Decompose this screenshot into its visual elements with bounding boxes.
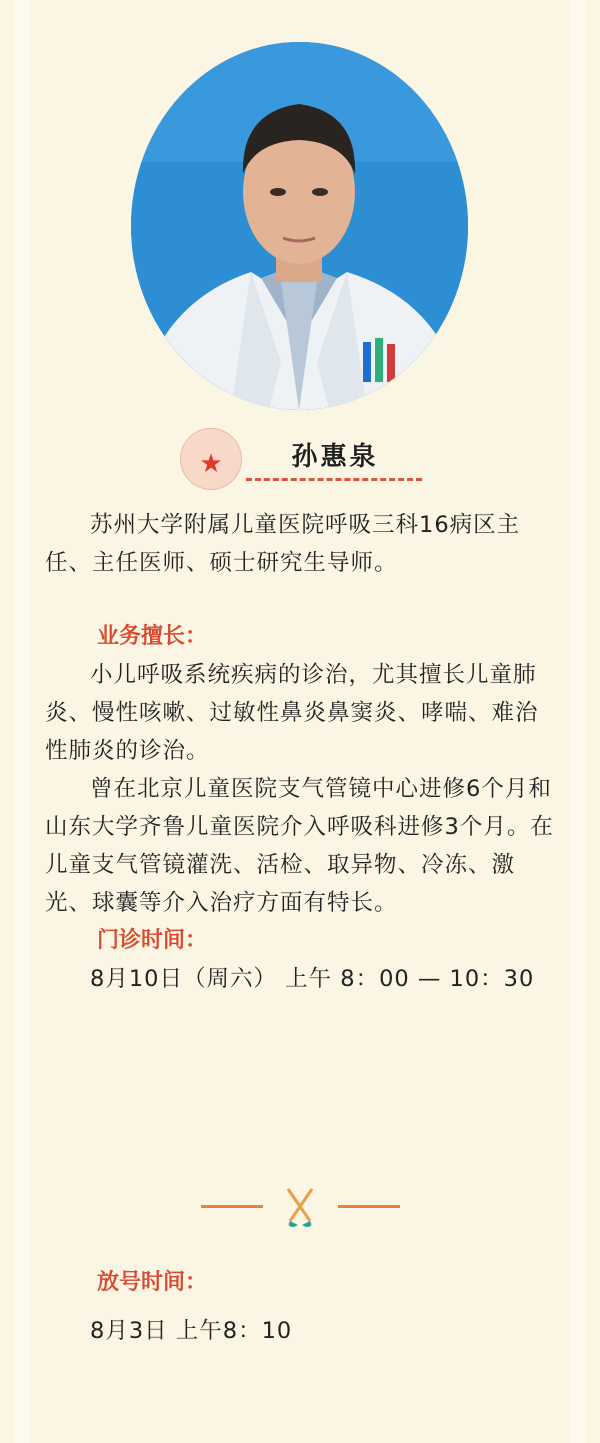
training-paragraph: 曾在北京儿童医院支气管镜中心进修6个月和山东大学齐鲁儿童医院介入呼吸科进修3个月。在儿童支气管镜灌洗、活检、取异物、冷冻、激光、球囊等介入治疗方面有特长。 xyxy=(45,776,554,916)
intro-paragraph: 苏州大学附属儿童医院呼吸三科16病区主任、主任医师、硕士研究生导师。 xyxy=(45,512,521,576)
clinic-time: 8月10日（周六） 上午 8：00 — 10：30 xyxy=(90,966,535,992)
doctor-portrait xyxy=(131,42,468,410)
section-divider xyxy=(0,1183,600,1233)
release-time-title: 放号时间： xyxy=(97,1270,208,1295)
release-section xyxy=(45,1264,560,1350)
release-time: 8月3日 上午8：10 xyxy=(90,1318,293,1344)
doctor-profile xyxy=(45,506,560,998)
star-badge xyxy=(180,428,242,490)
name-underline xyxy=(246,478,422,481)
doctor-name-row xyxy=(0,424,600,494)
doctor-name: 孙惠泉 xyxy=(291,442,379,472)
crossed-clubs-icon xyxy=(280,1185,320,1229)
specialty-title: 业务擅长： xyxy=(97,624,208,649)
divider-line-right xyxy=(338,1205,400,1208)
divider-line-left xyxy=(201,1205,263,1208)
star-icon: ★ xyxy=(199,449,223,479)
clinic-time-title: 门诊时间： xyxy=(97,928,208,953)
specialty-paragraph: 小儿呼吸系统疾病的诊治，尤其擅长儿童肺炎、慢性咳嗽、过敏性鼻炎鼻窦炎、哮喘、难治性肺炎的诊治。 xyxy=(45,662,539,764)
